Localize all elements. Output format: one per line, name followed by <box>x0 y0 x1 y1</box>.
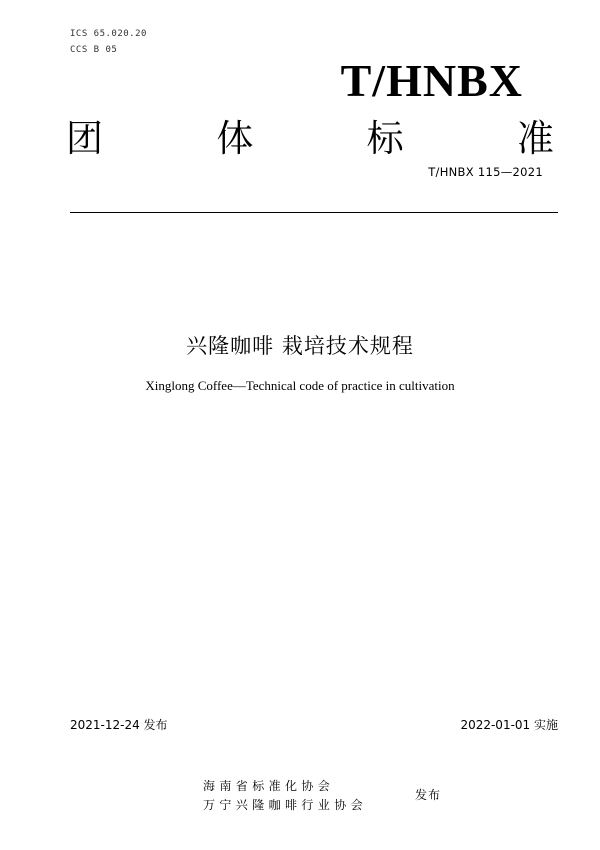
document-title-chinese: 兴隆咖啡 栽培技术规程 <box>186 334 414 358</box>
issue-date: 2021-12-24 发布 <box>70 718 168 732</box>
publish-label: 发布 <box>415 788 442 802</box>
ics-code: ICS 65.020.20 <box>70 29 147 39</box>
standard-number: T/HNBX 115—2021 <box>428 165 543 179</box>
organization-abbreviation: T/HNBX <box>340 55 523 106</box>
standard-type-char: 体 <box>216 117 254 160</box>
standard-type-char: 团 <box>66 117 103 160</box>
effective-date: 2022-01-01 实施 <box>460 718 558 732</box>
standard-type-char: 标 <box>366 117 404 160</box>
standard-type-char: 准 <box>516 117 554 160</box>
document-title-english: Xinglong Coffee—Technical code of practice in cultivation <box>145 378 455 393</box>
publisher-name: 海南省标准化协会 <box>203 779 335 793</box>
ccs-code: CCS B 05 <box>70 45 118 55</box>
header-divider <box>70 212 558 213</box>
standard-type-heading <box>66 117 554 160</box>
publisher-name: 万宁兴隆咖啡行业协会 <box>203 798 368 812</box>
